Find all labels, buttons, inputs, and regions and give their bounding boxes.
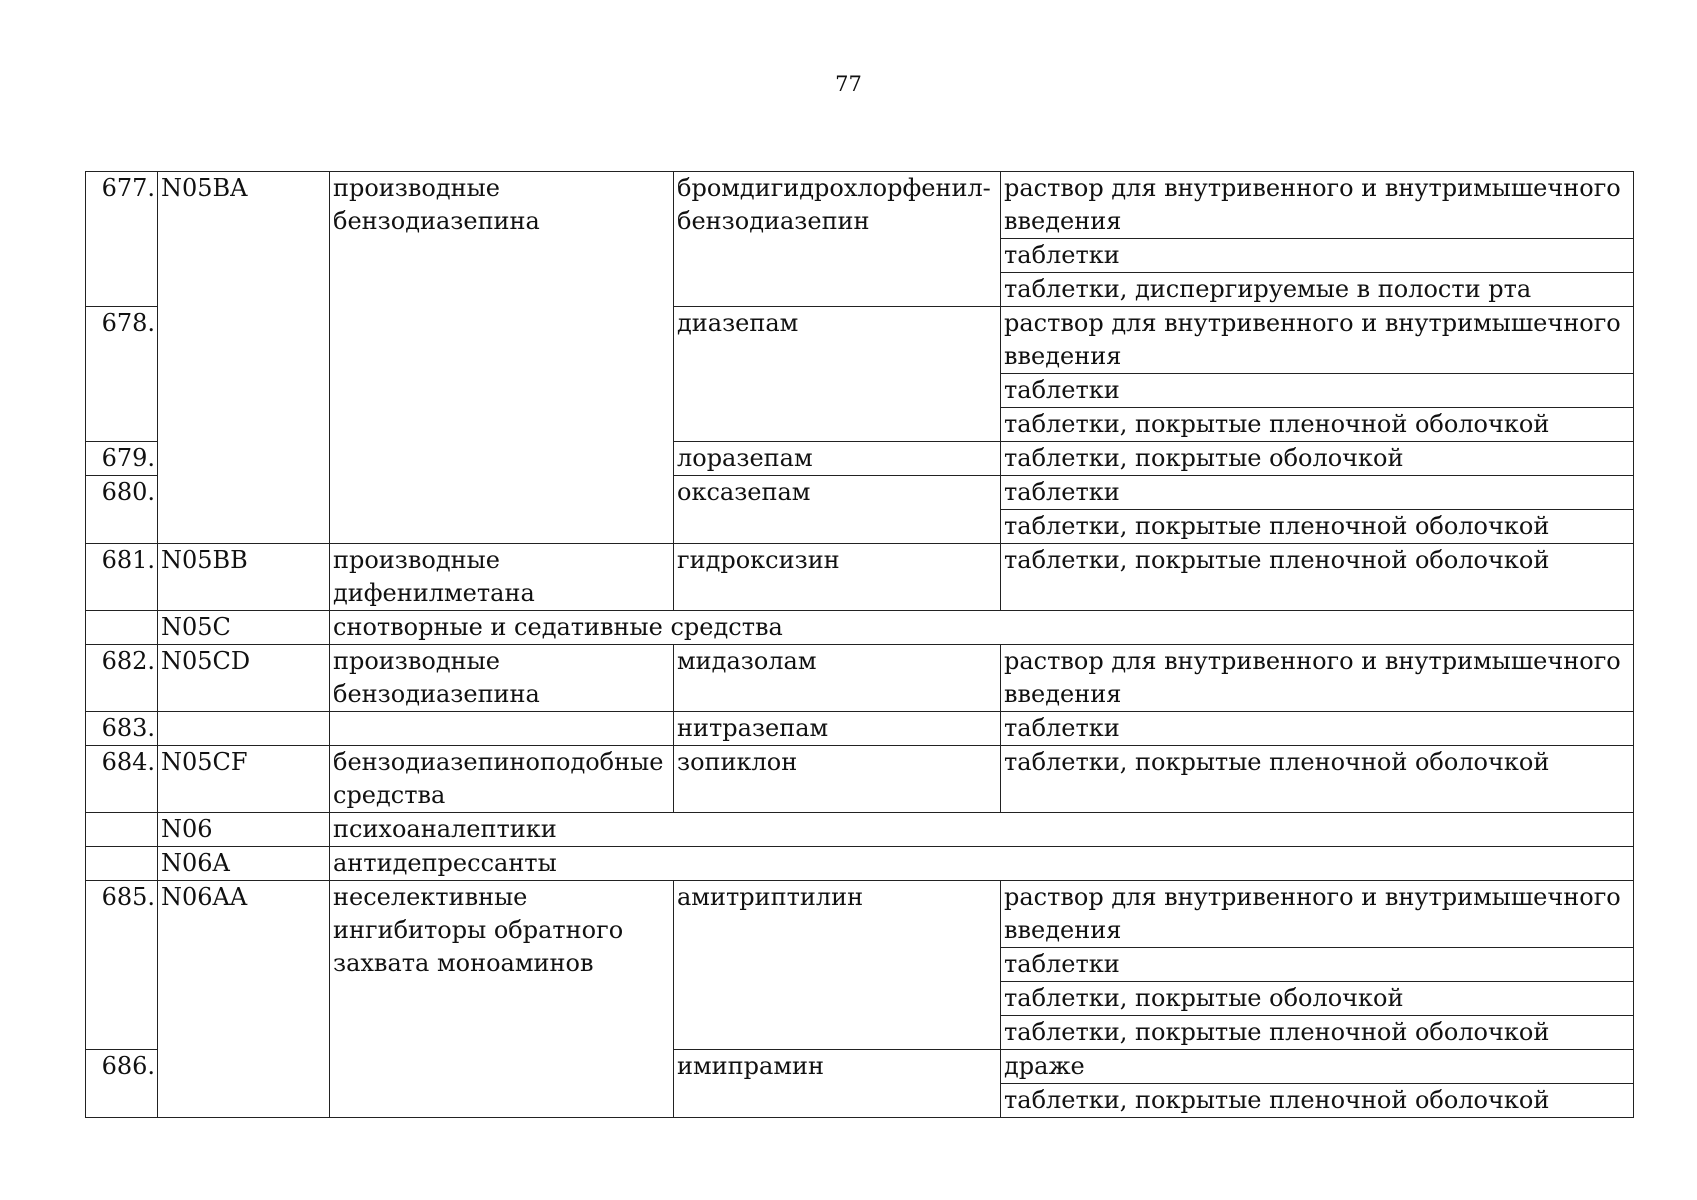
row-number-empty [86, 813, 158, 847]
row-number: 682. [86, 645, 158, 712]
drug-name: лоразепам [674, 442, 1001, 476]
row-number: 680. [86, 476, 158, 544]
atc-code: N06AA [158, 881, 330, 1118]
dosage-form: таблетки, покрытые оболочкой [1001, 442, 1634, 476]
atc-group-empty [330, 712, 674, 746]
dosage-form: таблетки, покрытые пленочной оболочкой [1001, 408, 1634, 442]
section-title: антидепрессанты [330, 847, 1634, 881]
dosage-form: таблетки [1001, 712, 1634, 746]
row-number: 679. [86, 442, 158, 476]
dosage-form: раствор для внутривенного и внутримышечного введения [1001, 172, 1634, 239]
row-number: 683. [86, 712, 158, 746]
section-title: психоаналептики [330, 813, 1634, 847]
atc-code: N06A [158, 847, 330, 881]
section-title: снотворные и седативные средства [330, 611, 1634, 645]
atc-group: производные бензодиазепина [330, 172, 674, 544]
drug-name: мидазолам [674, 645, 1001, 712]
row-number: 685. [86, 881, 158, 1050]
dosage-form: раствор для внутривенного и внутримышечного введения [1001, 881, 1634, 948]
row-number: 678. [86, 307, 158, 442]
table-row [86, 712, 1634, 746]
section-row [86, 611, 1634, 645]
dosage-form: таблетки [1001, 948, 1634, 982]
drug-name: оксазепам [674, 476, 1001, 544]
medicines-table [85, 171, 1634, 1118]
drug-name: гидроксизин [674, 544, 1001, 611]
atc-code: N05C [158, 611, 330, 645]
drug-name: диазепам [674, 307, 1001, 442]
dosage-form: таблетки, покрытые оболочкой [1001, 982, 1634, 1016]
section-row [86, 813, 1634, 847]
drug-name: амитриптилин [674, 881, 1001, 1050]
atc-group: производные дифенилметана [330, 544, 674, 611]
dosage-form: таблетки, покрытые пленочной оболочкой [1001, 1084, 1634, 1118]
dosage-form: таблетки [1001, 374, 1634, 408]
drug-name: нитразепам [674, 712, 1001, 746]
dosage-form: таблетки [1001, 476, 1634, 510]
atc-code: N05BB [158, 544, 330, 611]
atc-code: N05BA [158, 172, 330, 544]
row-number: 677. [86, 172, 158, 307]
table-row [86, 645, 1634, 712]
atc-group: неселективные ингибиторы обратного захвата моноаминов [330, 881, 674, 1118]
atc-group: бензодиазепиноподобные средства [330, 746, 674, 813]
atc-code-empty [158, 712, 330, 746]
drug-name: зопиклон [674, 746, 1001, 813]
row-number-empty [86, 847, 158, 881]
row-number-empty [86, 611, 158, 645]
dosage-form: драже [1001, 1050, 1634, 1084]
dosage-form: таблетки [1001, 239, 1634, 273]
dosage-form: таблетки, покрытые пленочной оболочкой [1001, 1016, 1634, 1050]
dosage-form: таблетки, диспергируемые в полости рта [1001, 273, 1634, 307]
row-number: 686. [86, 1050, 158, 1118]
drug-name: бромдигидрохлорфенил-бензодиазепин [674, 172, 1001, 307]
row-number: 681. [86, 544, 158, 611]
dosage-form: раствор для внутривенного и внутримышечного введения [1001, 307, 1634, 374]
drug-name: имипрамин [674, 1050, 1001, 1118]
atc-code: N06 [158, 813, 330, 847]
table-row [86, 746, 1634, 813]
atc-code: N05CF [158, 746, 330, 813]
row-number: 684. [86, 746, 158, 813]
page-number: 77 [835, 72, 862, 96]
dosage-form: таблетки, покрытые пленочной оболочкой [1001, 510, 1634, 544]
dosage-form: раствор для внутривенного и внутримышечного введения [1001, 645, 1634, 712]
table-row [86, 881, 1634, 948]
section-row [86, 847, 1634, 881]
atc-code: N05CD [158, 645, 330, 712]
table-row [86, 544, 1634, 611]
dosage-form: таблетки, покрытые пленочной оболочкой [1001, 746, 1634, 813]
table-row [86, 172, 1634, 239]
atc-group: производные бензодиазепина [330, 645, 674, 712]
dosage-form: таблетки, покрытые пленочной оболочкой [1001, 544, 1634, 611]
